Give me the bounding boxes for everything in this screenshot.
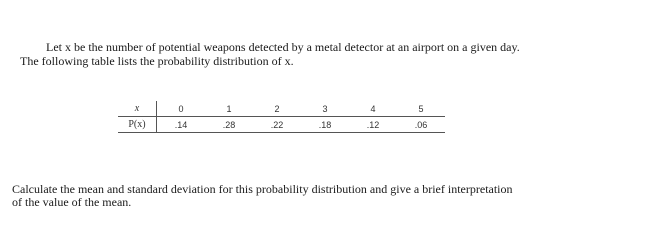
question-line-1: Calculate the mean and standard deviation for this probability distribution and give a brief interpretation: [12, 182, 513, 196]
probability-cell: .06: [397, 117, 445, 133]
table-row-x: [118, 101, 445, 117]
x-value-cell: 2: [253, 101, 301, 117]
question-line-2: of the value of the mean.: [12, 195, 132, 209]
probability-cell: .18: [301, 117, 349, 133]
x-value-cell: 1: [205, 101, 253, 117]
x-value-cell: 5: [397, 101, 445, 117]
probability-cell: .12: [349, 117, 397, 133]
x-value-cell: 4: [349, 101, 397, 117]
probability-cell: .28: [205, 117, 253, 133]
row-header-px: P(x): [118, 117, 157, 133]
probability-cell: .14: [157, 117, 206, 133]
x-value-cell: 3: [301, 101, 349, 117]
question-text: [12, 183, 642, 209]
problem-intro: [20, 40, 640, 68]
row-header-x: x: [118, 101, 157, 117]
x-value-cell: 0: [157, 101, 206, 117]
intro-line-1: Let x be the number of potential weapons detected by a metal detector at an airport on a given day.: [46, 40, 520, 54]
probability-distribution-table: [118, 101, 445, 133]
probability-table-container: [118, 101, 445, 133]
probability-cell: .22: [253, 117, 301, 133]
table-row-px: [118, 117, 445, 133]
intro-line-2: The following table lists the probability distribution of x.: [20, 54, 294, 68]
